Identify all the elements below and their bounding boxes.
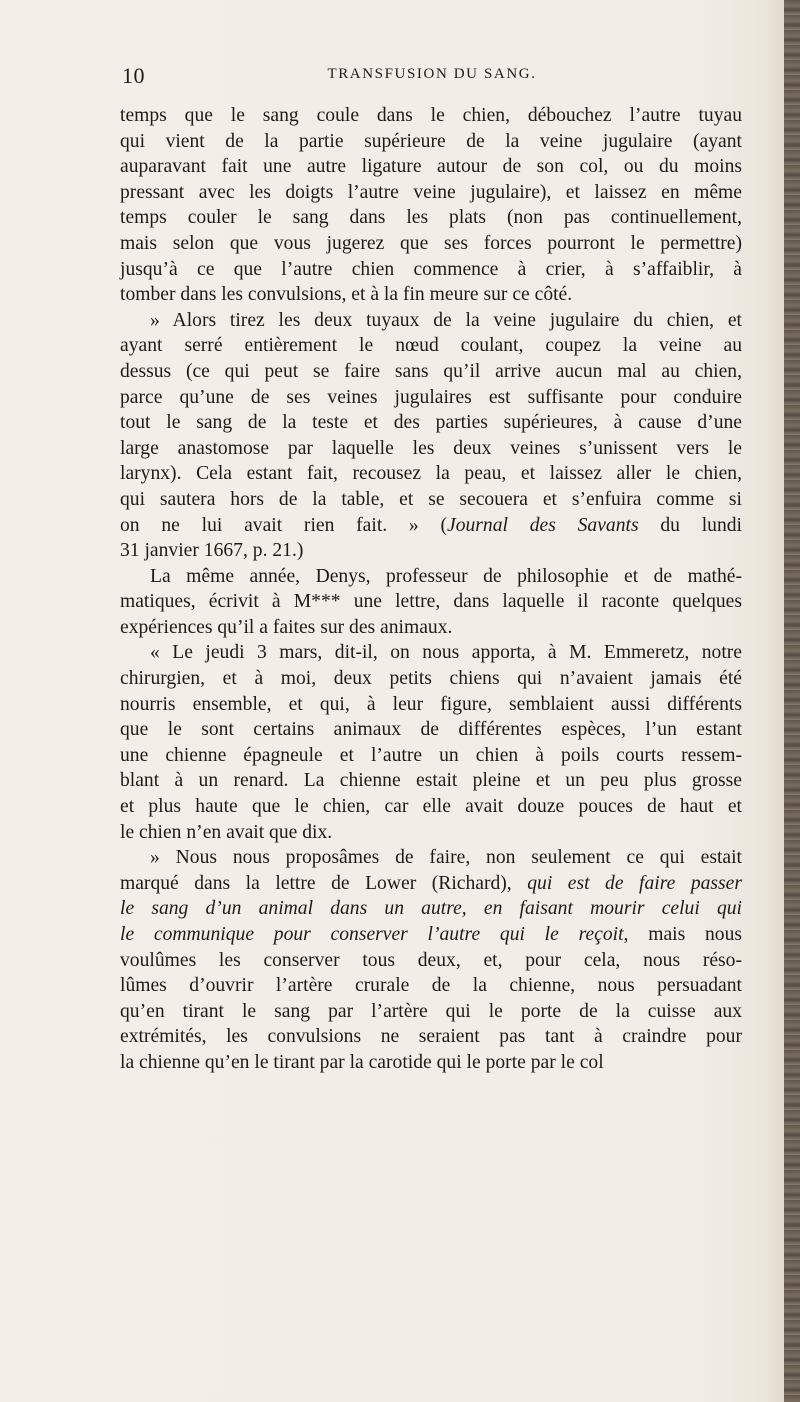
text-line-italic: [120, 896, 742, 922]
text-line: qu’en tirant le sang par l’artère qui le porte de la cuisse aux: [120, 1000, 742, 1022]
italic-span: le sang d’un animal dans un autre, en faisant mourir celui qui: [120, 898, 742, 920]
text-line: tout le sang de la teste et des parties supérieures, à cause d’une: [120, 412, 742, 434]
citation-lead: on ne lui avait rien fait. » (: [120, 514, 448, 536]
text-line: tomber dans les convulsions, et à la fin meure sur ce côté.: [120, 284, 573, 306]
page-binding-edge: [784, 0, 800, 1402]
text-line-mixed: [120, 922, 742, 948]
text-line: temps que le sang coule dans le chien, débouchez l’autre tuyau: [120, 105, 742, 126]
text-line: La même année, Denys, professeur de philosophie et de mathé-: [150, 565, 742, 587]
text-line: 31 janvier 1667, p. 21.): [120, 540, 304, 562]
text-line: chirurgien, et à moi, deux petits chiens qui n’avaient jamais été: [120, 668, 742, 690]
text-line: nourris ensemble, et qui, à leur figure, semblaient aussi différents: [120, 693, 742, 715]
text-line: mais selon que vous jugerez que ses forces pourront le permettre): [120, 232, 742, 254]
text-line: blant à un renard. La chienne estait pleine et un peu plus grosse: [120, 770, 742, 792]
text-line: pressant avec les doigts l’autre veine jugulaire), et laissez en même: [120, 181, 742, 203]
text-line: une chienne épagneule et l’autre un chien à poils courts ressem-: [120, 744, 742, 766]
page-header: [122, 63, 742, 93]
text-line-mixed: [120, 871, 742, 897]
text-line: qui sautera hors de la table, et se secouera et s’enfuira comme si: [120, 488, 742, 510]
text-line: le chien n’en avait que dix.: [120, 821, 333, 843]
text-line: « Le jeudi 3 mars, dit-il, on nous apporta, à M. Emmeretz, notre: [150, 642, 742, 664]
body-text: [120, 103, 742, 1076]
text-line: expériences qu’il a faites sur des animaux.: [120, 616, 453, 638]
italic-span: qui est de faire passer: [527, 872, 742, 894]
text-line: dessus (ce qui peut se faire sans qu’il arrive aucun mal au chien,: [120, 360, 742, 382]
text-line: la chienne qu’en le tirant par la carotide qui le porte par le col: [120, 1051, 604, 1073]
text-line: voulûmes les conserver tous deux, et, pour cela, nous réso-: [120, 949, 742, 971]
text-line: larynx). Cela estant fait, recousez la peau, et laissez aller le chien,: [120, 463, 742, 485]
text-line: que le sont certains animaux de différentes espèces, l’un estant: [120, 719, 742, 741]
text-line: qui vient de la partie supérieure de la veine jugulaire (ayant: [120, 130, 742, 152]
text-line: large anastomose par laquelle les deux veines s’unissent vers le: [120, 437, 742, 459]
text-line: parce qu’une de ses veines jugulaires est suffisante pour conduire: [120, 386, 742, 408]
running-title: TRANSFUSION DU SANG.: [327, 66, 537, 82]
text-line: et plus haute que le chien, car elle avait douze pouces de haut et: [120, 796, 742, 818]
text-line: auparavant fait une autre ligature autour de son col, ou du moins: [120, 156, 742, 178]
citation-suffix: du lundi: [638, 514, 742, 536]
text-line: lûmes d’ouvrir l’artère crurale de la chienne, nous persuadant: [120, 975, 742, 997]
text-span: mais nous: [628, 924, 742, 945]
text-line: » Nous nous proposâmes de faire, non seulement ce qui estait: [150, 847, 742, 869]
text-line: » Alors tirez les deux tuyaux de la veine jugulaire du chien, et: [150, 309, 742, 331]
page-number: 10: [122, 63, 145, 88]
journal-title: Journal des Savants: [447, 514, 639, 536]
text-line: matiques, écrivit à M*** une lettre, dans laquelle il raconte quelques: [120, 591, 742, 613]
text-line: temps couler le sang dans les plats (non pas continuellement,: [120, 207, 742, 229]
text-line-citation: [120, 513, 742, 539]
text-line: ayant serré entièrement le nœud coulant, coupez la veine au: [120, 335, 742, 357]
text-line: extrémités, les convulsions ne seraient pas tant à craindre pour: [120, 1026, 742, 1048]
text-span: marqué dans la lettre de Lower (Richard),: [120, 872, 528, 894]
text-line: jusqu’à ce que l’autre chien commence à crier, à s’affaiblir, à: [120, 258, 742, 280]
italic-span: le communique pour conserver l’autre qui le reçoit,: [120, 924, 629, 945]
